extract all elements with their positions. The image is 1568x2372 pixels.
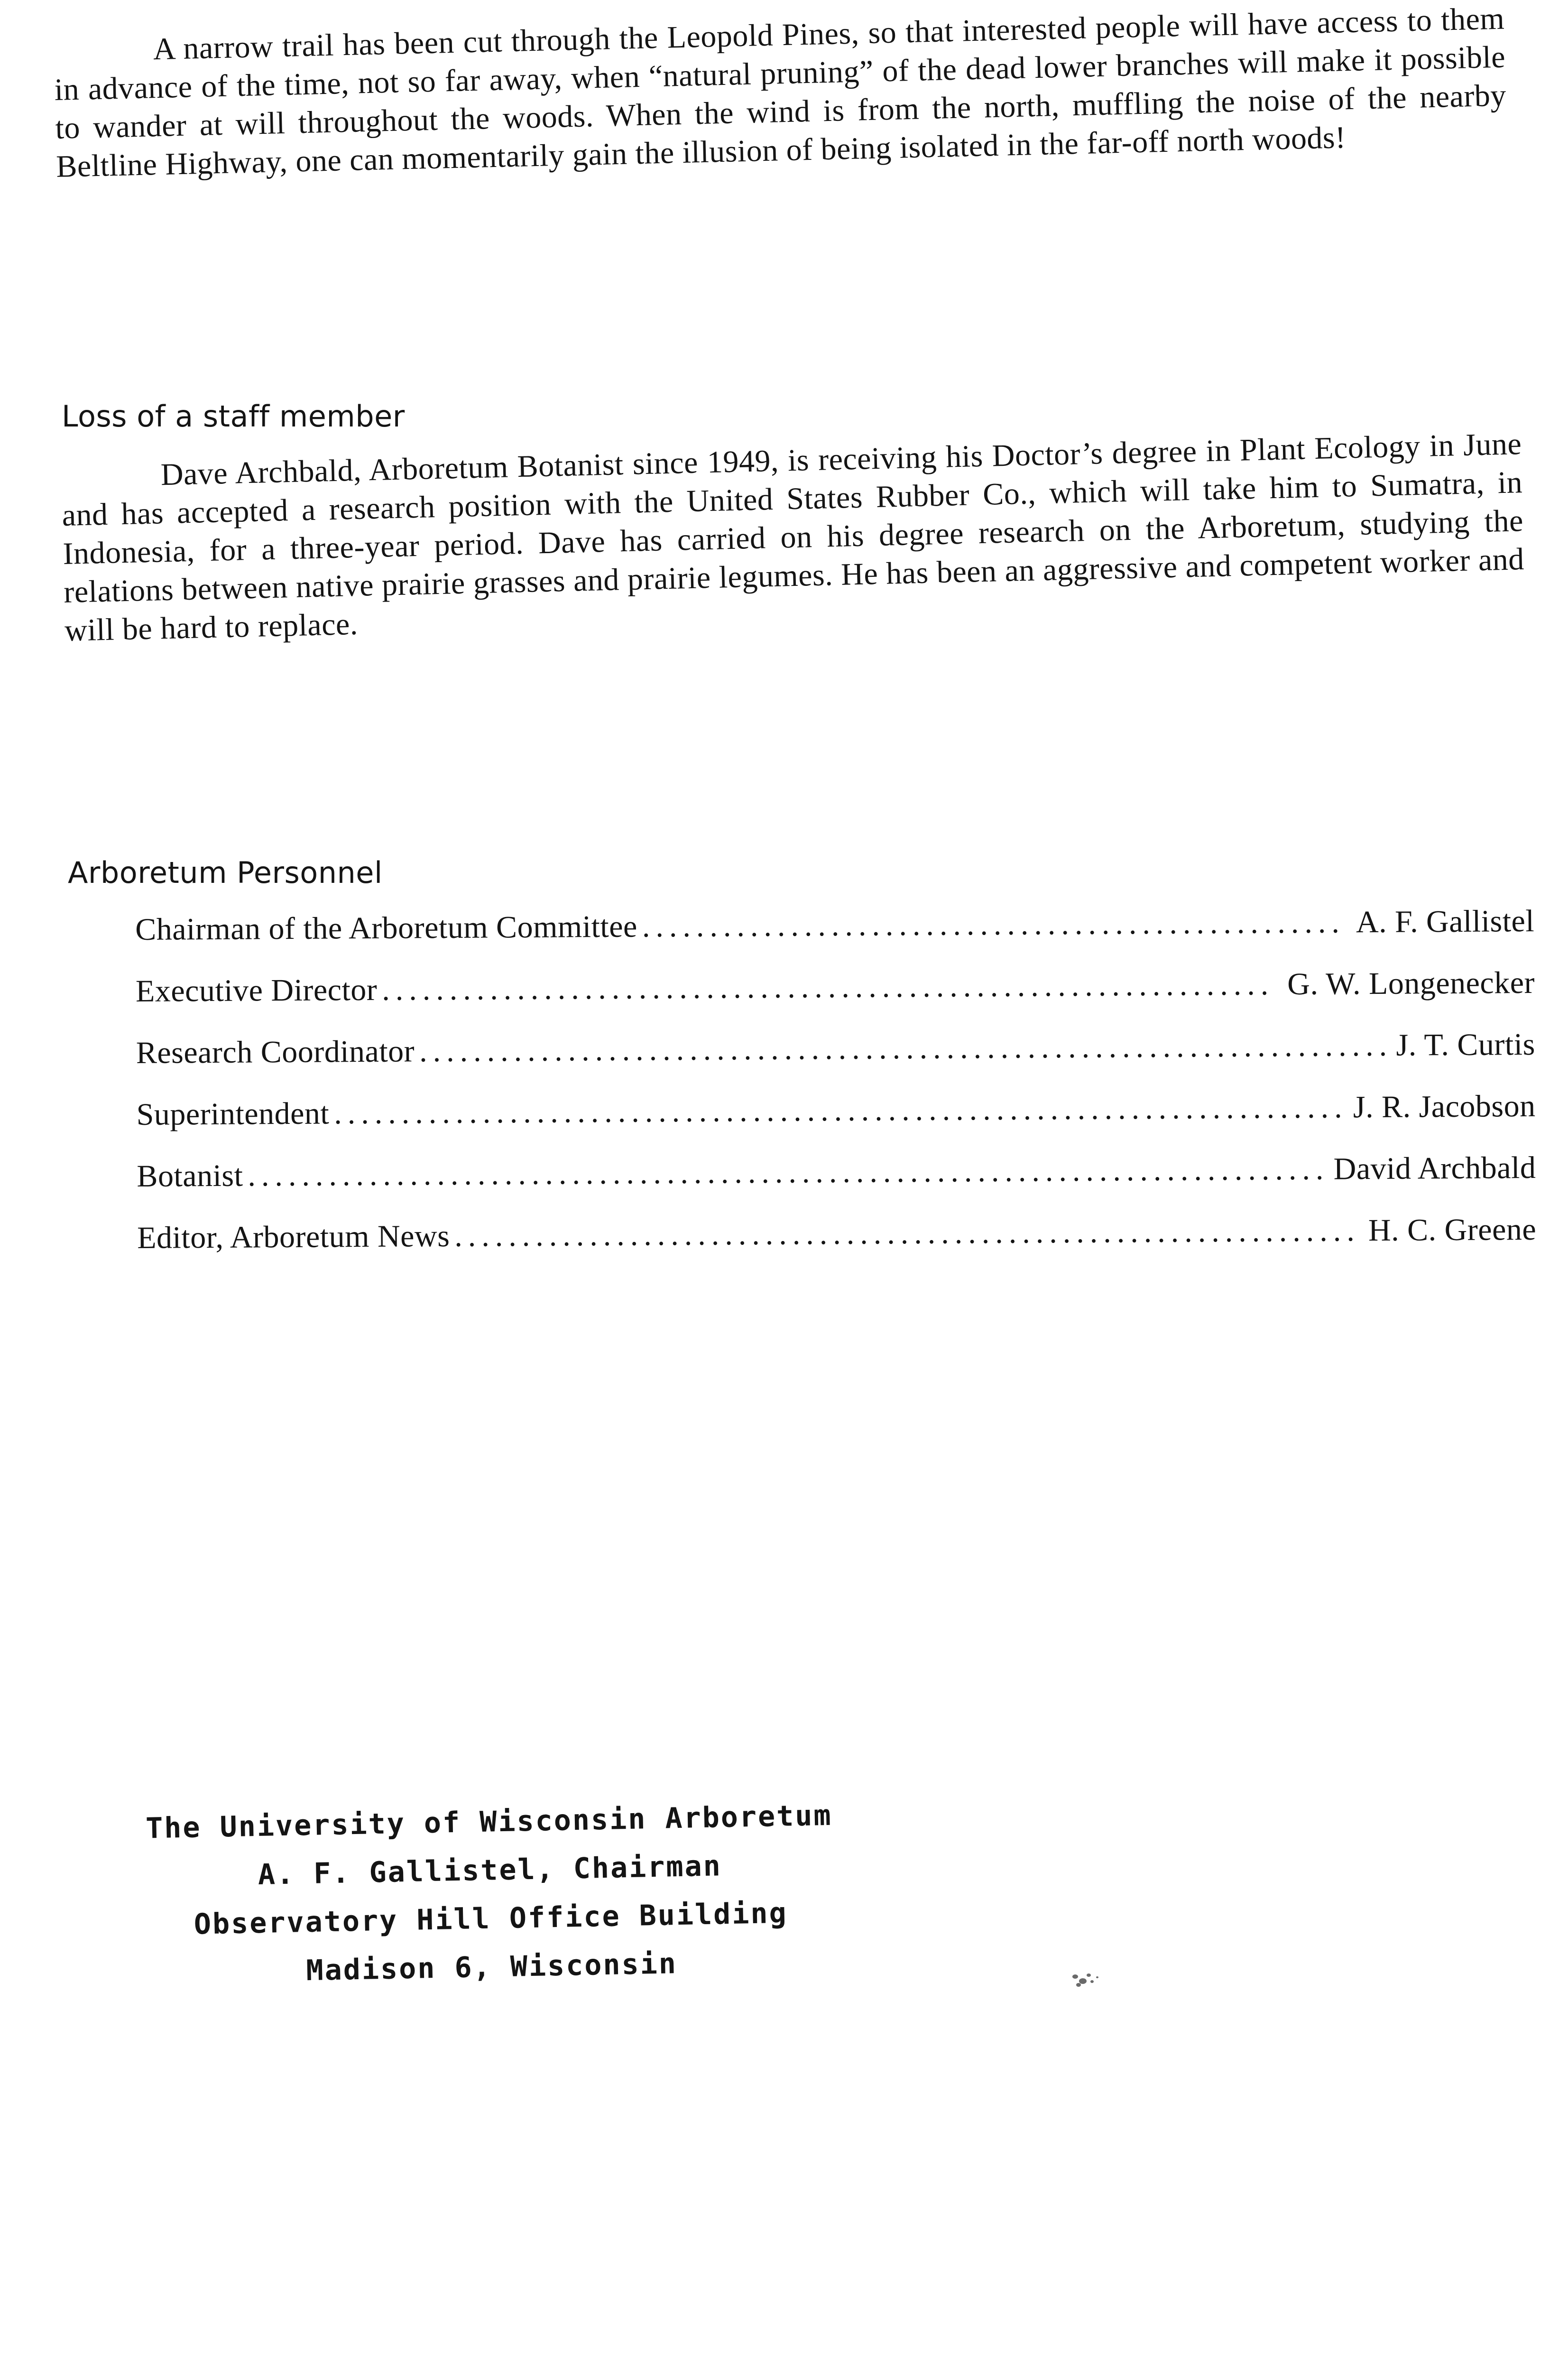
- personnel-role: Research Coordinator: [136, 1034, 415, 1070]
- section-heading-staff-loss: Loss of a staff member: [62, 399, 405, 434]
- dot-leader: [642, 903, 1345, 945]
- ink-speck: [1096, 1976, 1098, 1978]
- dot-leader: [248, 1150, 1322, 1195]
- personnel-row: [136, 964, 1535, 1010]
- personnel-row: [137, 1149, 1536, 1195]
- personnel-role: Superintendent: [136, 1096, 330, 1132]
- personnel-roster: [135, 902, 1537, 1281]
- dot-leader: [454, 1212, 1357, 1255]
- paragraph-staff-loss-text: Dave Archbald, Arboretum Botanist since 1949, is receiving his Doctor’s degree in Plant Ecology in June and has accepted a research position with the United States Rubber Co., which will take him to Sumatra, in Indonesia, for a three-year period. Dave has carried on his degree research on the Arboretum, studying the relations between native prairie grasses and prairie legumes. He has been an aggressive and competent worker and will be hard to replace.: [61, 426, 1525, 648]
- personnel-role: Editor, Arboretum News: [137, 1218, 450, 1255]
- ink-speck: [1090, 1980, 1094, 1983]
- dot-leader: [419, 1027, 1385, 1070]
- paragraph-leopold-pines-text: A narrow trail has been cut through the Leopold Pines, so that interested people will have access to them in advance of the time, not so far away, when “natural pruning” of the dead lower branches will make it possible to wander at will throughout the woods. When the wind is from the north, muffling the noise of the nearby Beltline Highway, one can momentarily gain the illusion of being isolated in the far-off north woods!: [54, 1, 1507, 184]
- section-heading-personnel: Arboretum Personnel: [68, 855, 383, 890]
- address-institution: The University of Wisconsin Arboretum: [145, 1798, 833, 1845]
- personnel-role: Botanist: [137, 1158, 243, 1194]
- personnel-name: G. W. Longenecker: [1287, 965, 1535, 1002]
- ink-speck: [1087, 1974, 1091, 1977]
- personnel-name: David Archbald: [1333, 1150, 1536, 1186]
- dot-leader: [334, 1088, 1342, 1132]
- personnel-row: [136, 1087, 1535, 1134]
- personnel-role: Chairman of the Arboretum Committee: [135, 909, 638, 947]
- dot-leader: [382, 965, 1276, 1009]
- address-chairman: A. F. Gallistel, Chairman: [258, 1849, 722, 1891]
- personnel-role: Executive Director: [135, 972, 378, 1009]
- personnel-row: [135, 902, 1534, 949]
- paragraph-indent: [54, 59, 153, 62]
- personnel-row: [137, 1211, 1536, 1257]
- paragraph-indent: [61, 485, 161, 487]
- personnel-name: H. C. Greene: [1368, 1212, 1537, 1248]
- personnel-name: A. F. Gallistel: [1356, 903, 1535, 940]
- address-building: Observatory Hill Office Building: [194, 1896, 788, 1941]
- personnel-row: [136, 1026, 1535, 1072]
- paragraph-staff-loss: [61, 425, 1525, 650]
- paragraph-leopold-pines: [53, 0, 1508, 186]
- ink-speck: [1076, 1983, 1081, 1987]
- ink-speck: [1072, 1974, 1078, 1979]
- personnel-name: J. R. Jacobson: [1353, 1088, 1536, 1125]
- personnel-name: J. T. Curtis: [1396, 1027, 1535, 1063]
- ink-speck-mark: [1070, 1970, 1107, 1993]
- address-city: Madison 6, Wisconsin: [305, 1947, 678, 1988]
- mailing-address-block: [109, 1790, 872, 1999]
